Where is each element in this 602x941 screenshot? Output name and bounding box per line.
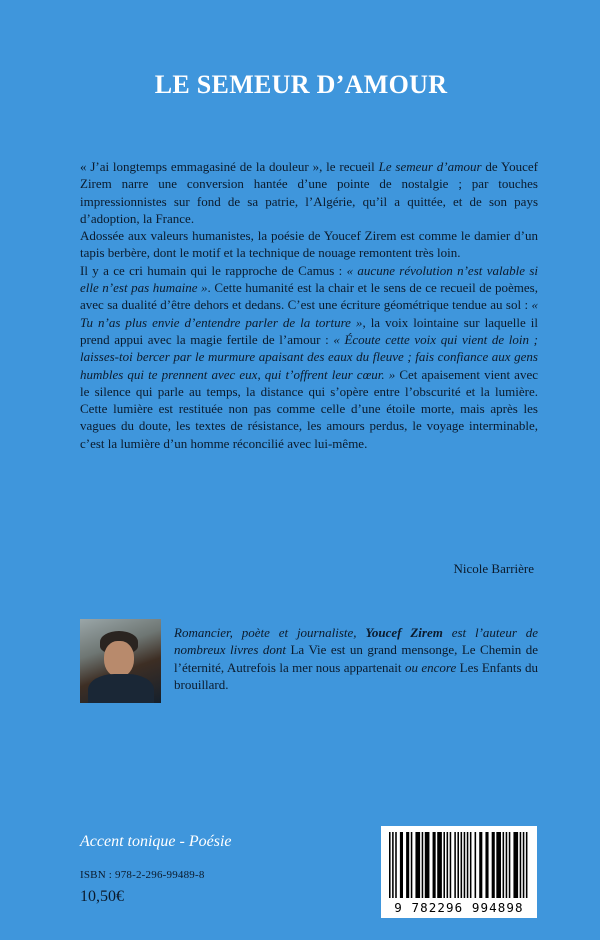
barcode-bar	[389, 832, 391, 898]
barcode-bar	[520, 832, 522, 898]
bio-text-span: Romancier, poète et journaliste,	[174, 625, 366, 640]
barcode-bar	[461, 832, 463, 898]
summary-text-span: de Youcef Zirem narre une conversion hantée d’une pointe de nostalgie ; par touches impressionnistes sur fond de sa patrie, l’Algérie, qu’il a quittée, et de son pays d’adoption, la France.	[80, 159, 539, 226]
barcode-bar	[509, 832, 511, 898]
barcode-bar	[470, 832, 472, 898]
barcode-bar	[411, 832, 413, 898]
summary-text	[80, 158, 538, 452]
bio-text-span: est l’auteur de nombreux livres dont	[174, 625, 539, 658]
author-photo	[80, 619, 161, 703]
barcode-bar	[496, 832, 501, 898]
barcode-number: 9 782296 994898	[394, 900, 524, 915]
summary-text-span: Il y a ce cri humain qui le rapproche de Camus :	[80, 262, 347, 278]
barcode-bar	[400, 832, 403, 898]
barcode-bar	[492, 832, 495, 898]
barcode-bar	[513, 832, 518, 898]
barcode-bar	[479, 832, 482, 898]
barcode-bar	[454, 832, 456, 898]
book-title-inline: Le semeur d’amour	[378, 159, 482, 174]
barcode-bar	[467, 832, 469, 898]
summary-paragraph-2: Adossée aux valeurs humanistes, la poésie de Youcef Zirem est comme le damier d’un tapis berbère, dont le motif et la technique de nouage remontent très loin.	[80, 228, 538, 261]
barcode-bar	[395, 832, 397, 898]
summary-paragraph-3	[80, 262, 538, 452]
barcode-bar	[475, 832, 477, 898]
bio-books: Les Enfants du brouillard.	[174, 659, 538, 692]
barcode-bar	[506, 832, 508, 898]
barcode-bar	[523, 832, 525, 898]
barcode-bar	[526, 832, 528, 898]
author-photo-face	[104, 641, 134, 677]
barcode-bar	[422, 832, 424, 898]
bio-text-span: ou encore	[401, 659, 460, 675]
barcode-bars	[387, 832, 531, 898]
signature: Nicole Barrière	[453, 561, 534, 576]
barcode-bar	[485, 832, 488, 898]
bio-books: La Vie est un grand mensonge, Le Chemin de l’éternité, Autrefois la mer nous appartenait	[174, 642, 538, 675]
barcode-bar	[443, 832, 445, 898]
summary-text-span: « J’ai longtemps emmagasiné de la douleur », le recueil	[80, 159, 379, 174]
summary-paragraph-1	[80, 158, 538, 227]
author-name: Youcef Zirem	[365, 625, 443, 640]
barcode-bar	[425, 832, 430, 898]
torture-quote: « Tu n’as plus envie d’entendre parler de la torture »	[80, 297, 538, 330]
barcode-bar	[450, 832, 452, 898]
barcode-bar	[503, 832, 505, 898]
barcode-bar	[406, 832, 409, 898]
barcode-bar	[437, 832, 442, 898]
summary-text-span: Cet apaisement vient avec le silence qui parle au temps, la distance qui s’opère entre l’obscurité et la lumière. Cette lumière est restituée non pas comme celle d’une étoile morte, mais après les vagues du doute, les textes de résistance, les amours perdus, le voyage interminable, c’est la lumière d’un homme réconcilié avec lui-même.	[80, 366, 538, 451]
barcode-bar	[464, 832, 466, 898]
voice-quote: « Écoute cette voix qui vient de loin ; laisses-toi bercer par le murmure apaisant des eaux du fleuve ; fais confiance aux gens humbles qui te prennent avec eux, qui t’offrent leur cœur. »	[80, 331, 538, 382]
book-title: LE SEMEUR D’AMOUR	[154, 70, 448, 99]
series-name: Accent tonique - Poésie	[80, 833, 232, 850]
barcode-bar	[433, 832, 436, 898]
author-bio	[174, 624, 538, 693]
camus-quote: « aucune révolution n’est valable si elle n’est pas humaine »	[80, 262, 538, 296]
barcode-bar	[392, 832, 394, 898]
price: 10,50€	[80, 888, 124, 905]
isbn: ISBN : 978-2-296-99489-8	[80, 869, 205, 881]
barcode-bar	[415, 832, 420, 898]
barcode	[381, 826, 537, 918]
barcode-bar	[447, 832, 449, 898]
summary-text-span: . Cette humanité est la chair et le sens de ce recueil de poèmes, avec sa dualité d’être dehors et dedans. C’est une écriture géométrique tendue au sol :	[80, 280, 538, 313]
barcode-bar	[457, 832, 459, 898]
author-photo-body	[88, 674, 154, 703]
summary-text-span: , la voix lointaine sur laquelle il prend appui avec la magie fertile de l’amour :	[80, 314, 538, 347]
